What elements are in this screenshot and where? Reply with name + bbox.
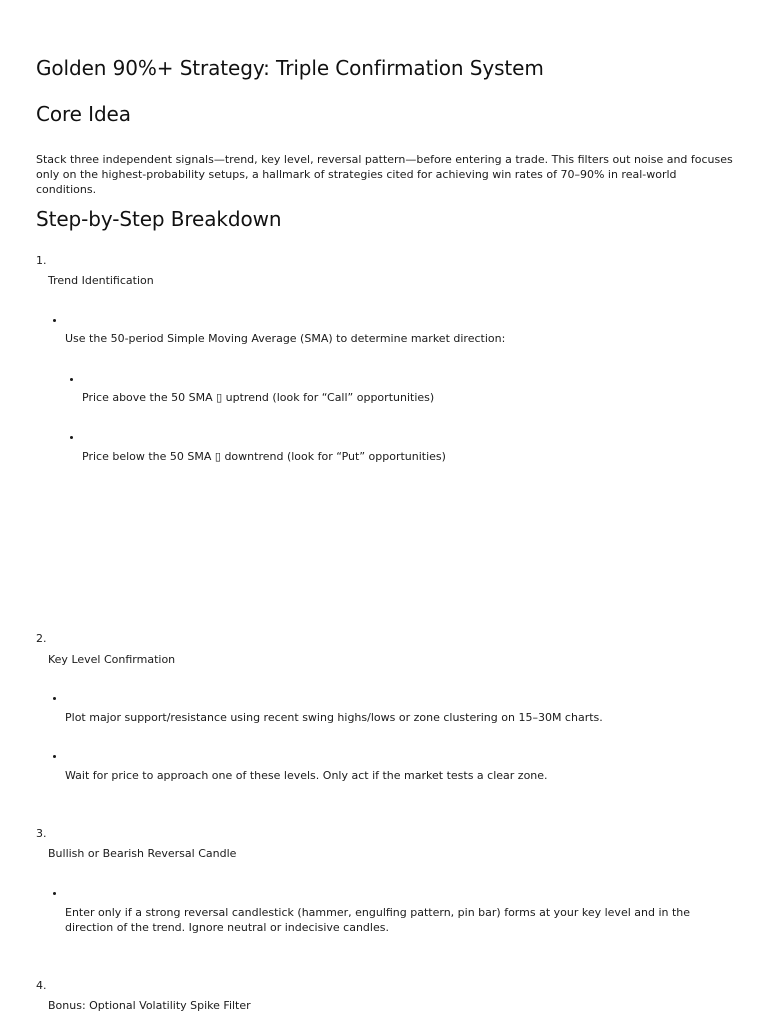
breakdown-heading: Step-by-Step Breakdown: [36, 207, 282, 231]
step-bullet: Use the 50-period Simple Moving Average (SMA) to determine market direction:: [65, 332, 506, 345]
step-number: 1.: [36, 254, 47, 267]
bullet-dot: [53, 697, 56, 700]
step-title: Trend Identification: [48, 274, 154, 287]
bullet-dot: [53, 892, 56, 895]
page-title: Golden 90%+ Strategy: Triple Confirmation System: [36, 56, 544, 80]
core-idea-heading: Core Idea: [36, 102, 131, 126]
bullet-dot: [53, 755, 56, 758]
step-number: 3.: [36, 827, 47, 840]
bullet-dot: [53, 319, 56, 322]
step-sub-bullet: Price above the 50 SMA ▯ uptrend (look for “Call” opportunities): [82, 391, 435, 404]
step-bullet: Enter only if a strong reversal candlestick (hammer, engulfing pattern, pin bar) forms at your key level and in the direction of the trend. Ignore neutral or indecisive candles.: [65, 906, 691, 934]
step-title: Bullish or Bearish Reversal Candle: [48, 847, 237, 860]
step-sub-bullet: Price below the 50 SMA ▯ downtrend (look for “Put” opportunities): [82, 450, 446, 463]
step-title: Key Level Confirmation: [48, 653, 176, 666]
step-bullet: Wait for price to approach one of these levels. Only act if the market tests a clear zone.: [65, 769, 548, 782]
step-bullet: Plot major support/resistance using recent swing highs/lows or zone clustering on 15–30M charts.: [65, 711, 603, 724]
core-idea-paragraph: Stack three independent signals—trend, key level, reversal pattern—before entering a trade. This filters out noise and focuses only on the highest-probability setups, a hallmark of strategies cited for achieving win rates of 70–90% in real-world conditions.: [36, 153, 733, 196]
bullet-dot: [70, 378, 73, 381]
step-number: 4.: [36, 979, 47, 992]
step-title: Bonus: Optional Volatility Spike Filter: [48, 999, 251, 1012]
step-number: 2.: [36, 632, 47, 645]
bullet-dot: [70, 436, 73, 439]
